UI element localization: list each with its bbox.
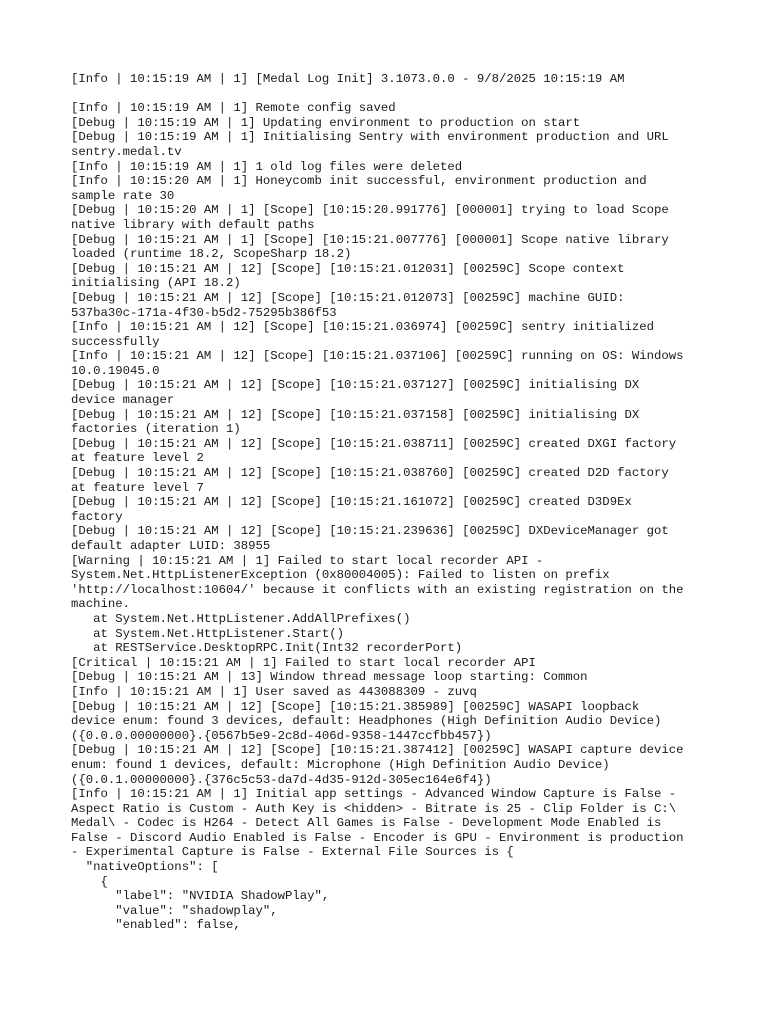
log-line: [Critical | 10:15:21 AM | 1] Failed to start local recorder API xyxy=(71,655,536,670)
log-line: at System.Net.HttpListener.Start() xyxy=(71,626,345,641)
log-line: System.Net.HttpListenerException (0x80004005): Failed to listen on prefix xyxy=(71,568,610,583)
log-line: native library with default paths xyxy=(71,217,315,232)
log-line: { xyxy=(71,874,108,889)
log-lines xyxy=(71,101,701,933)
log-line: [Debug | 10:15:19 AM | 1] Updating environment to production on start xyxy=(71,115,581,130)
log-line: "value": "shadowplay", xyxy=(71,903,278,918)
log-line: enum: found 1 devices, default: Microphone (High Definition Audio Device) xyxy=(71,757,610,772)
log-line: machine. xyxy=(71,597,131,612)
log-line: at feature level 7 xyxy=(71,480,204,495)
log-line: [Info | 10:15:21 AM | 12] [Scope] [10:15:21.036974] [00259C] sentry initialized xyxy=(71,320,654,335)
log-line: [Debug | 10:15:21 AM | 12] [Scope] [10:15:21.161072] [00259C] created D3D9Ex xyxy=(71,495,632,510)
log-line: 10.0.19045.0 xyxy=(71,363,160,378)
log-line: [Info | 10:15:19 AM | 1] 1 old log files were deleted xyxy=(71,159,463,174)
log-line: [Debug | 10:15:21 AM | 12] [Scope] [10:15:21.239636] [00259C] DXDeviceManager got xyxy=(71,524,669,539)
log-line: [Info | 10:15:21 AM | 1] User saved as 443088309 - zuvq xyxy=(71,684,477,699)
log-line: Medal\ - Codec is H264 - Detect All Games is False - Development Mode Enabled is xyxy=(71,816,662,831)
log-line: "nativeOptions": [ xyxy=(71,860,219,875)
log-line: at RESTService.DesktopRPC.Init(Int32 recorderPort) xyxy=(71,641,463,656)
log-line: device enum: found 3 devices, default: Headphones (High Definition Audio Device) xyxy=(71,714,662,729)
log-line: "enabled": false, xyxy=(71,918,241,933)
log-line: [Info | 10:15:21 AM | 12] [Scope] [10:15:21.037106] [00259C] running on OS: Windows xyxy=(71,349,684,364)
log-line: loaded (runtime 18.2, ScopeSharp 18.2) xyxy=(71,247,352,262)
log-line: [Debug | 10:15:20 AM | 1] [Scope] [10:15:20.991776] [000001] trying to load Scope xyxy=(71,203,669,218)
blank-line xyxy=(71,87,701,102)
log-line: at System.Net.HttpListener.AddAllPrefixes() xyxy=(71,611,411,626)
log-line: 'http://localhost:10604/' because it conflicts with an existing registration on the xyxy=(71,582,684,597)
log-line: [Debug | 10:15:21 AM | 12] [Scope] [10:15:21.387412] [00259C] WASAPI capture device xyxy=(71,743,684,758)
log-line: [Debug | 10:15:21 AM | 12] [Scope] [10:15:21.012073] [00259C] machine GUID: xyxy=(71,290,625,305)
log-line: [Debug | 10:15:21 AM | 1] [Scope] [10:15:21.007776] [000001] Scope native library xyxy=(71,232,669,247)
log-line: [Debug | 10:15:21 AM | 13] Window thread message loop starting: Common xyxy=(71,670,588,685)
log-line: [Warning | 10:15:21 AM | 1] Failed to start local recorder API - xyxy=(71,553,544,568)
log-line: 537ba30c-171a-4f30-b5d2-75295b386f53 xyxy=(71,305,337,320)
log-line: factory xyxy=(71,509,123,524)
log-line: [Debug | 10:15:21 AM | 12] [Scope] [10:15:21.038711] [00259C] created DXGI factory xyxy=(71,436,677,451)
log-line: [Debug | 10:15:21 AM | 12] [Scope] [10:15:21.037127] [00259C] initialising DX xyxy=(71,378,640,393)
log-line: sample rate 30 xyxy=(71,188,175,203)
log-line: [Debug | 10:15:21 AM | 12] [Scope] [10:15:21.385989] [00259C] WASAPI loopback xyxy=(71,699,640,714)
log-line: Aspect Ratio is Custom - Auth Key is <hidden> - Bitrate is 25 - Clip Folder is C:\ xyxy=(71,801,677,816)
log-line: factories (iteration 1) xyxy=(71,422,241,437)
log-line: [Debug | 10:15:21 AM | 12] [Scope] [10:15:21.038760] [00259C] created D2D factory xyxy=(71,466,669,481)
log-line: at feature level 2 xyxy=(71,451,204,466)
log-line: [Info | 10:15:21 AM | 1] Initial app settings - Advanced Window Capture is False - xyxy=(71,787,677,802)
log-line: [Debug | 10:15:21 AM | 12] [Scope] [10:15:21.037158] [00259C] initialising DX xyxy=(71,407,640,422)
log-line: default adapter LUID: 38955 xyxy=(71,539,271,553)
log-line: ({0.0.0.00000000}.{0567b5e9-2c8d-406d-9358-1447ccfbb457}) xyxy=(71,728,492,743)
log-line: [Info | 10:15:20 AM | 1] Honeycomb init successful, environment production and xyxy=(71,174,647,189)
log-line: [Debug | 10:15:19 AM | 1] Initialising Sentry with environment production and URL xyxy=(71,130,669,145)
log-line: initialising (API 18.2) xyxy=(71,276,241,291)
log-line: device manager xyxy=(71,393,175,408)
log-line: ({0.0.1.00000000}.{376c5c53-da7d-4d35-912d-305ec164e6f4}) xyxy=(71,772,492,787)
log-line: False - Discord Audio Enabled is False - Encoder is GPU - Environment is production xyxy=(71,830,684,845)
log-line: sentry.medal.tv xyxy=(71,144,182,159)
log-line: [Info | 10:15:19 AM | 1] Remote config saved xyxy=(71,101,396,116)
log-line: successfully xyxy=(71,334,160,349)
log-line: [Debug | 10:15:21 AM | 12] [Scope] [10:15:21.012031] [00259C] Scope context xyxy=(71,261,625,276)
log-line: "label": "NVIDIA ShadowPlay", xyxy=(71,889,330,904)
log-header-line: [Info | 10:15:19 AM | 1] [Medal Log Init] 3.1073.0.0 - 9/8/2025 10:15:19 AM xyxy=(71,72,625,86)
log-line: - Experimental Capture is False - External File Sources is { xyxy=(71,845,514,860)
log-text xyxy=(71,72,701,933)
